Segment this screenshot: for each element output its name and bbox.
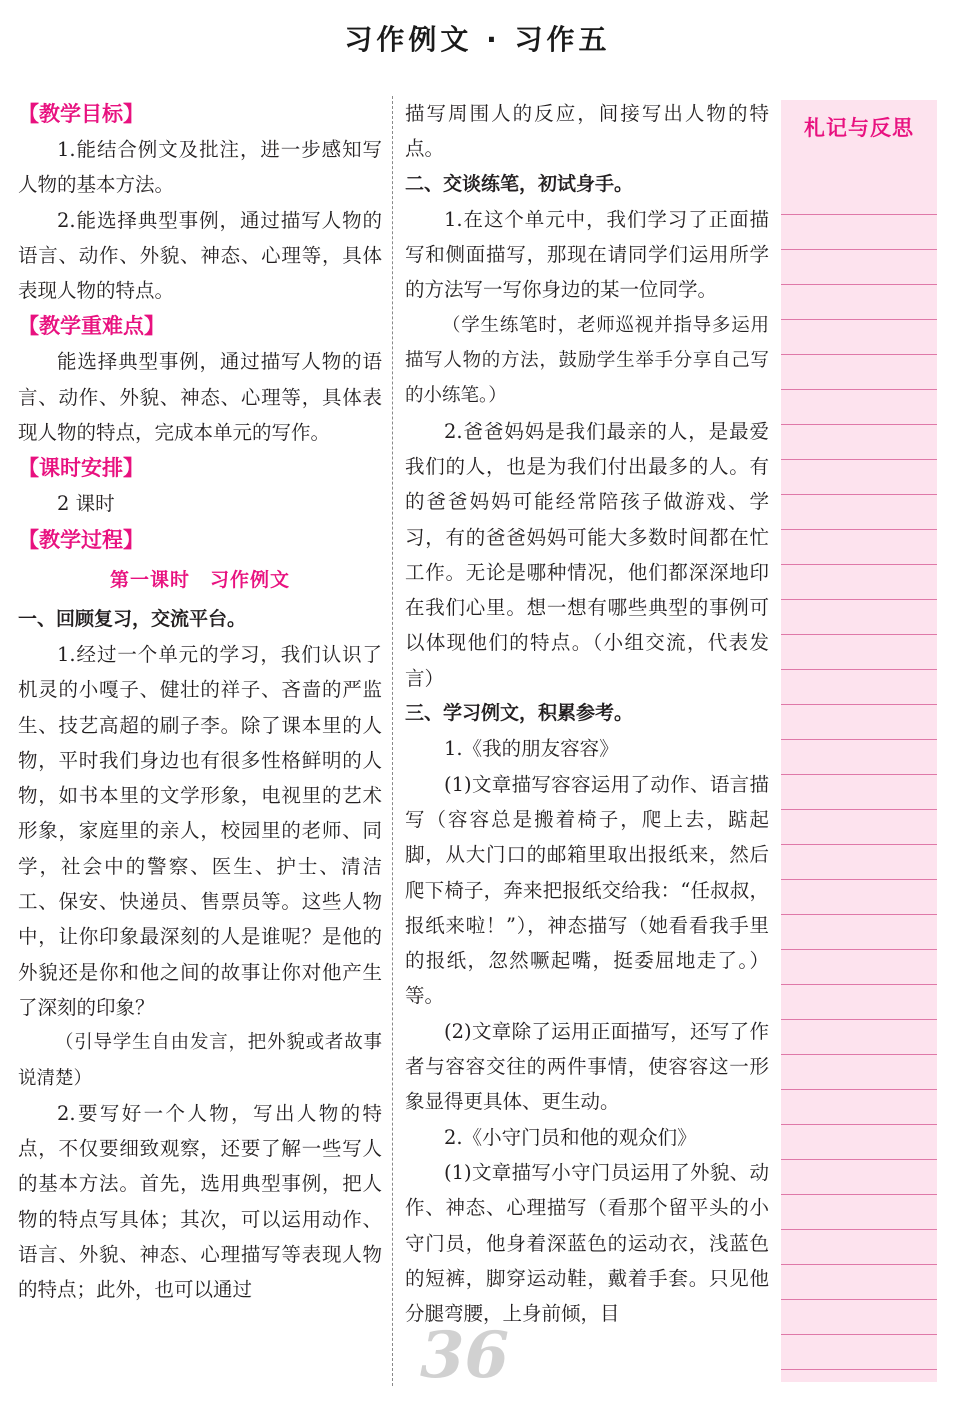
heading-key-points: 【教学重难点】 bbox=[18, 314, 165, 339]
page-number: 36 bbox=[420, 1318, 510, 1393]
column-divider bbox=[392, 96, 393, 1386]
section-2: 二、交谈练笔，初试身手。 bbox=[405, 172, 634, 195]
paragraph: (1)文章描写容容运用了动作、语言描写（容容总是搬着椅子，爬上去，踮起脚，从大门口的邮箱里取出报纸来，然后爬下椅子，奔来把报纸交给我：“任叔叔，报纸来啦！”），神态描写（她看看我手里的报纸，忽然噘起嘴，挺委屈地走了。）等。 bbox=[405, 772, 769, 1008]
example-title-1: 1.《我的朋友容容》 bbox=[444, 737, 619, 761]
schedule: 2 课时 bbox=[57, 492, 115, 516]
lesson-subtitle: 第一课时 习作例文 bbox=[109, 568, 290, 591]
paragraph: 描写周围人的反应，间接写出人物的特点。 bbox=[405, 102, 769, 161]
middle-column bbox=[405, 96, 769, 1331]
notes-title: 札记与反思 bbox=[804, 116, 914, 140]
paragraph: 1.经过一个单元的学习，我们认识了机灵的小嘎子、健壮的祥子、吝啬的严监生、技艺高超的刷子李。除了课本里的人物，平时我们身边也有很多性格鲜明的人物，如书本里的文学形象，电视里的艺术形象，家庭里的亲人，校园里的老师、同学，社会中的警察、医生、护士、清洁工、保安、快递员、售票员等。这些人物中，让你印象最深刻的人是谁呢？是他的外貌还是你和他之间的故事让你对他产生了深刻的印象？ bbox=[18, 642, 382, 1019]
paragraph: 2.要写好一个人物，写出人物的特点，不仅要细致观察，还要了解一些写人的基本方法。首先，选用典型事例，把人物的特点写具体；其次，可以运用动作、语言、外貌、神态、心理描写等表现人物的特点；此外，也可以通过 bbox=[18, 1101, 382, 1302]
key-points: 能选择典型事例，通过描写人物的语言、动作、外貌、神态、心理等，具体表现人物的特点，完成本单元的写作。 bbox=[18, 350, 382, 445]
section-1: 一、回顾复习，交流平台。 bbox=[18, 607, 247, 630]
paragraph: 2.爸爸妈妈是我们最亲的人，是最爱我们的人，也是为我们付出最多的人。有的爸爸妈妈可能经常陪孩子做游戏、学习，有的爸爸妈妈可能大多数时间都在忙工作。无论是哪种情况，他们都深深地印在我们心里。想一想有哪些典型的事例可以体现他们的特点。（小组交流，代表发言） bbox=[405, 419, 769, 690]
teaching-note: （学生练笔时，老师巡视并指导多运用描写人物的方法，鼓励学生举手分享自己写的小练笔。） bbox=[405, 314, 769, 407]
paragraph: 1.在这个单元中，我们学习了正面描写和侧面描写，那现在请同学们运用所学的方法写一写你身边的某一位同学。 bbox=[405, 207, 769, 302]
section-3: 三、学习例文，积累参考。 bbox=[405, 702, 634, 725]
notes-sidebar bbox=[781, 100, 937, 1382]
left-column bbox=[18, 96, 382, 1308]
paragraph: (1)文章描写小守门员运用了外貌、动作、神态、心理描写（看那个留平头的小守门员，他身着深蓝色的运动衣，浅蓝色的短裤，脚穿运动鞋，戴着手套。只见他分腿弯腰，上身前倾，目 bbox=[405, 1160, 769, 1326]
paragraph: (2)文章除了运用正面描写，还写了作者与容容交往的两件事情，使容容这一形象显得更具体、更生动。 bbox=[405, 1019, 769, 1114]
heading-goals: 【教学目标】 bbox=[18, 102, 144, 126]
note-lines bbox=[781, 180, 937, 1380]
page-title: 习作例文 · 习作五 bbox=[344, 23, 611, 56]
goal-2: 2.能选择典型事例，通过描写人物的语言、动作、外貌、神态、心理等，具体表现人物的特点。 bbox=[18, 208, 382, 303]
teaching-note: （引导学生自由发言，把外貌或者故事说清楚） bbox=[18, 1032, 382, 1089]
goal-1: 1.能结合例文及批注，进一步感知写人物的基本方法。 bbox=[18, 138, 382, 197]
heading-schedule: 【课时安排】 bbox=[18, 456, 144, 481]
heading-process: 【教学过程】 bbox=[18, 527, 144, 552]
example-title-2: 2.《小守门员和他的观众们》 bbox=[444, 1125, 697, 1149]
